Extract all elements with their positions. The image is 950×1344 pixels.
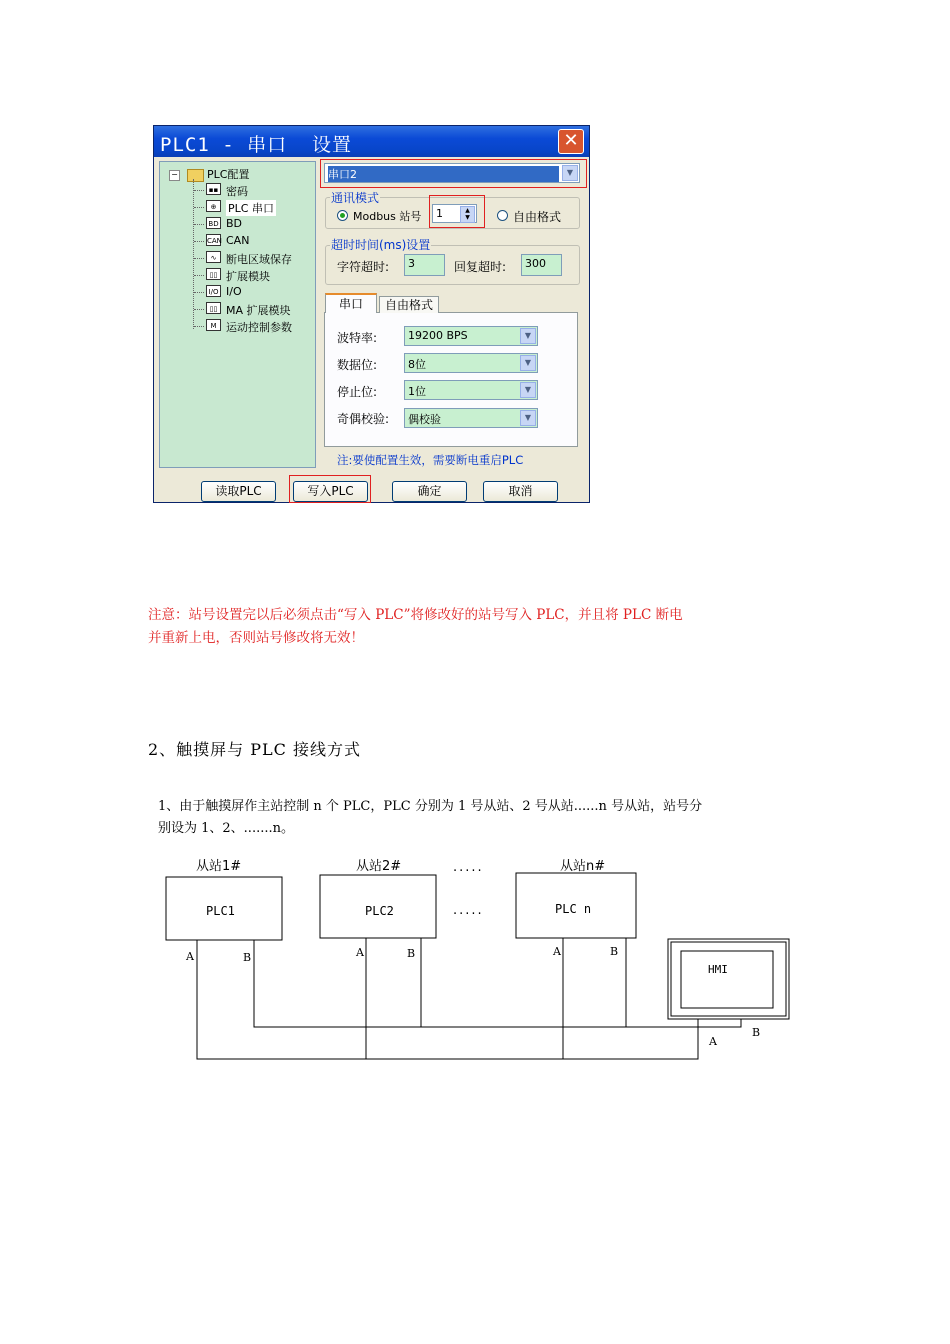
title-bar[interactable] bbox=[154, 126, 589, 157]
reply-timeout-label: 回复超时: bbox=[454, 260, 507, 274]
parity-label: 奇偶校验: bbox=[337, 412, 390, 426]
timeout-label: 超时时间(ms)设置 bbox=[331, 238, 431, 252]
section-title: 2、触摸屏与 PLC 接线方式 bbox=[148, 740, 361, 759]
data-bits-label: 数据位: bbox=[337, 358, 378, 372]
tree-item-label: 运动控制参数 bbox=[226, 321, 292, 334]
folder-icon bbox=[187, 169, 204, 182]
parity-value: 偶校验 bbox=[408, 413, 441, 426]
tree-item-label: I/O bbox=[226, 285, 242, 298]
restart-hint: 注:要使配置生效，需要断电重启PLC bbox=[337, 453, 524, 467]
write-plc-button[interactable]: 写入PLC bbox=[293, 481, 368, 502]
station-value: 1 bbox=[436, 207, 443, 220]
chevron-down-icon[interactable]: ▼ bbox=[520, 382, 536, 398]
reply-timeout-value: 300 bbox=[525, 257, 546, 270]
free-format-label: 自由格式 bbox=[513, 210, 562, 224]
collapse-icon[interactable]: − bbox=[169, 170, 180, 181]
char-timeout-label: 字符超时: bbox=[337, 260, 390, 274]
ellipsis-top: ..... bbox=[453, 860, 484, 875]
hmi-screen bbox=[681, 951, 773, 1008]
plc2-pin-b: B bbox=[407, 947, 416, 960]
bd-icon: BD bbox=[206, 217, 221, 229]
stop-bits-select[interactable] bbox=[404, 380, 538, 400]
tree-item-label: 密码 bbox=[226, 185, 248, 198]
io-icon: I/O bbox=[206, 285, 221, 297]
waveform-icon: ∿ bbox=[206, 251, 221, 263]
cancel-button[interactable]: 取消 bbox=[483, 481, 558, 502]
tab-free-format[interactable]: 自由格式 bbox=[379, 296, 439, 313]
data-bits-select[interactable] bbox=[404, 353, 538, 373]
can-icon: CAN bbox=[206, 234, 221, 246]
close-icon[interactable]: ✕ bbox=[558, 129, 584, 154]
chevron-down-icon[interactable]: ▼ bbox=[520, 355, 536, 371]
spin-arrows-icon[interactable]: ▲ ▼ bbox=[460, 206, 475, 223]
dialog-title: PLC1 - 串口 设置 bbox=[160, 134, 352, 156]
plc1-pin-a: A bbox=[186, 950, 194, 963]
ellipsis-middle: ..... bbox=[453, 903, 484, 918]
hmi-frame bbox=[671, 942, 786, 1016]
baud-value: 19200 BPS bbox=[408, 329, 468, 342]
paragraph-line-2: 别设为 1、2、.......n。 bbox=[158, 821, 294, 836]
baud-label: 波特率: bbox=[337, 331, 378, 345]
hmi-outer bbox=[668, 939, 789, 1019]
plc1-label: PLC1 bbox=[206, 904, 235, 918]
chevron-down-icon[interactable]: ▼ bbox=[520, 328, 536, 344]
highlight-port bbox=[320, 159, 587, 188]
module-icon: ▯▯ bbox=[206, 302, 221, 314]
char-timeout-value: 3 bbox=[408, 257, 415, 270]
highlight-write bbox=[289, 475, 371, 503]
tree-root-label: PLC配置 bbox=[207, 168, 250, 181]
port-select-value: 串口2 bbox=[328, 166, 559, 182]
chevron-down-icon[interactable]: ▼ bbox=[520, 410, 536, 426]
chevron-down-icon[interactable]: ▼ bbox=[562, 165, 578, 181]
modbus-radio[interactable] bbox=[337, 210, 348, 221]
module-icon: ▯▯ bbox=[206, 268, 221, 280]
paragraph-line-1: 1、由于触摸屏作主站控制 n 个 PLC，PLC 分别为 1 号从站、2 号从站......n 号从站，站号分 bbox=[158, 799, 703, 814]
read-plc-button[interactable]: 读取PLC bbox=[201, 481, 276, 502]
hmi-pin-b: B bbox=[752, 1026, 761, 1039]
tree-item-label: MA 扩展模块 bbox=[226, 304, 291, 317]
station-2-label: 从站2# bbox=[356, 859, 402, 874]
tree-root[interactable] bbox=[169, 166, 249, 182]
description-paragraph bbox=[158, 796, 758, 840]
plc2-pin-a: A bbox=[356, 946, 364, 959]
tab-serial[interactable]: 串口 bbox=[325, 293, 377, 313]
comm-mode-label: 通讯模式 bbox=[331, 191, 380, 205]
port-icon: ⊕ bbox=[206, 200, 221, 212]
key-icon: ▪▪ bbox=[206, 183, 221, 195]
stop-bits-label: 停止位: bbox=[337, 385, 378, 399]
data-bits-value: 8位 bbox=[408, 358, 426, 371]
plc-serial-settings-dialog bbox=[153, 125, 590, 503]
station-n-label: 从站n# bbox=[560, 859, 606, 874]
config-tree bbox=[159, 161, 316, 468]
hmi-label: HMI bbox=[708, 963, 728, 976]
parity-select[interactable] bbox=[404, 408, 538, 428]
warning-note bbox=[148, 604, 768, 650]
tree-item-label: 断电区域保存 bbox=[226, 253, 292, 266]
plc2-label: PLC2 bbox=[365, 904, 394, 918]
highlight-station bbox=[429, 195, 485, 228]
char-timeout-input[interactable] bbox=[404, 254, 445, 276]
free-format-radio[interactable] bbox=[497, 210, 508, 221]
modbus-label: Modbus 站号 bbox=[353, 210, 422, 223]
plcn-label: PLC n bbox=[555, 902, 592, 916]
tree-item-label: CAN bbox=[226, 234, 250, 247]
note-line-2: 并重新上电，否则站号修改将无效！ bbox=[148, 630, 364, 646]
motion-icon: M bbox=[206, 319, 221, 331]
ok-button[interactable]: 确定 bbox=[392, 481, 467, 502]
plc1-pin-b: B bbox=[243, 951, 252, 964]
stop-bits-value: 1位 bbox=[408, 385, 426, 398]
plcn-pin-b: B bbox=[610, 945, 619, 958]
tree-item-label: PLC 串口 bbox=[228, 202, 274, 215]
plcn-pin-a: A bbox=[553, 945, 561, 958]
note-line-1: 注意：站号设置完以后必须点击“写入 PLC”将修改好的站号写入 PLC，并且将 PLC 断电 bbox=[148, 607, 683, 623]
baud-select[interactable] bbox=[404, 326, 538, 346]
hmi-pin-a: A bbox=[709, 1035, 717, 1048]
station-1-label: 从站1# bbox=[196, 859, 242, 874]
tree-item-label: 扩展模块 bbox=[226, 270, 270, 283]
reply-timeout-input[interactable] bbox=[521, 254, 562, 276]
tree-item-label: BD bbox=[226, 217, 243, 230]
